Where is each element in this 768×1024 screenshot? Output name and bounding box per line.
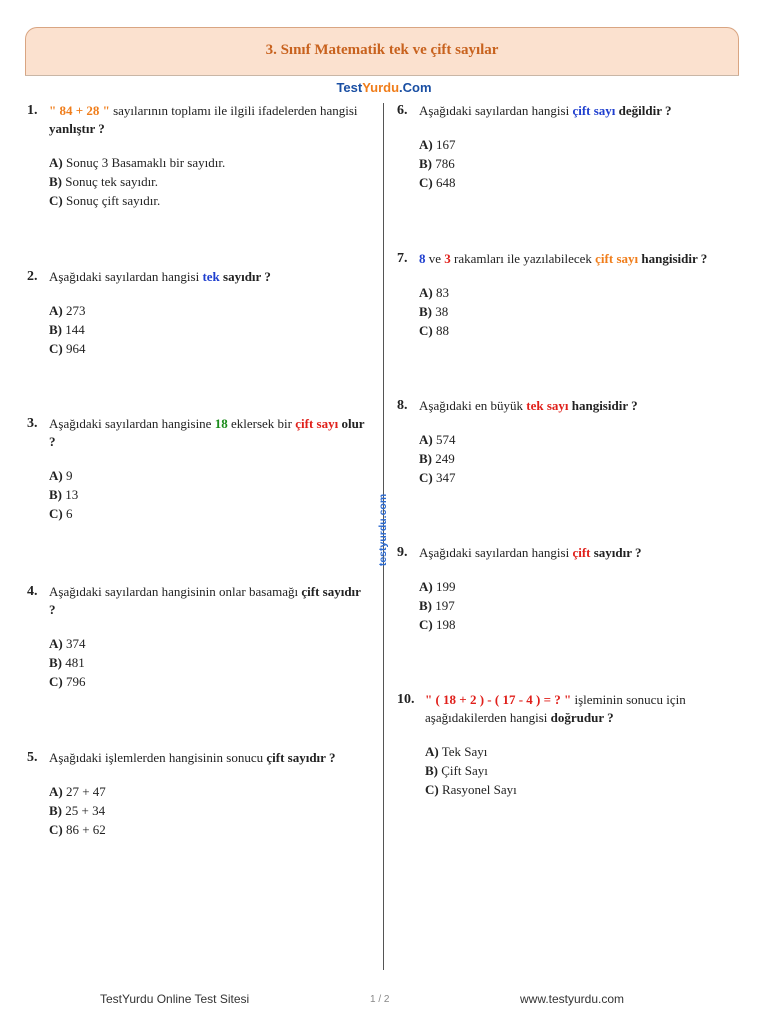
footer-url-link[interactable]: www.testyurdu.com (520, 992, 625, 1006)
option-a[interactable]: A) Tek Sayı (425, 744, 488, 759)
page-header (25, 27, 739, 75)
option-b[interactable]: B) 144 (49, 322, 85, 337)
question-text: Aşağıdaki sayılardan hangisi çift sayıdır ? (419, 545, 642, 560)
side-watermark (375, 485, 391, 575)
option-a[interactable]: A) 27 + 47 (49, 784, 106, 799)
answer-options (419, 284, 752, 341)
question-number: 10. (397, 692, 415, 707)
option-a[interactable]: A) 574 (419, 432, 456, 447)
answer-options (49, 635, 367, 692)
question-text: Aşağıdaki sayılardan hangisi tek sayıdır ? (49, 269, 271, 284)
header-divider (25, 75, 739, 76)
question-text: 8 ve 3 rakamları ile yazılabilecek çift sayı hangisidir ? (419, 251, 708, 266)
question-9 (397, 544, 747, 635)
option-c[interactable]: C) 796 (49, 674, 86, 689)
option-b[interactable]: B) 197 (419, 598, 455, 613)
answer-options (49, 783, 372, 840)
option-b[interactable]: B) 13 (49, 487, 79, 502)
option-c[interactable]: C) 347 (419, 470, 456, 485)
footer-page-number: 1 / 2 (370, 994, 390, 1005)
page-title: 3. Sınıf Matematik tek ve çift sayılar (265, 42, 499, 58)
question-5 (27, 749, 372, 840)
question-number: 4. (27, 584, 38, 599)
option-b[interactable]: B) 481 (49, 655, 85, 670)
option-a[interactable]: A) 273 (49, 303, 86, 318)
question-text: " ( 18 + 2 ) - ( 17 - 4 ) = ? " işleminin sonucu için aşağıdakilerden hangisi doğrudur ? (425, 692, 686, 725)
question-number: 8. (397, 398, 408, 413)
answer-options (49, 302, 367, 359)
option-b[interactable]: B) 249 (419, 451, 455, 466)
question-number: 7. (397, 251, 408, 266)
answer-options (419, 578, 747, 635)
side-watermark-text: testyurdu.com (377, 493, 389, 567)
option-a[interactable]: A) 167 (419, 137, 456, 152)
question-number: 2. (27, 269, 38, 284)
answer-options (425, 743, 727, 800)
question-text: " 84 + 28 " sayılarının toplamı ile ilgili ifadelerden hangisi yanlıştır ? (49, 103, 358, 136)
question-text: Aşağıdaki sayılardan hangisine 18 eklersek bir çift sayı olur ? (49, 416, 365, 449)
question-3 (27, 415, 367, 524)
option-a[interactable]: A) 374 (49, 636, 86, 651)
brand-logo[interactable] (0, 80, 768, 95)
option-c[interactable]: C) 6 (49, 506, 73, 521)
brand-part-com: .Com (399, 80, 432, 95)
option-c[interactable]: C) 198 (419, 617, 456, 632)
question-number: 3. (27, 416, 38, 431)
answer-options (49, 467, 367, 524)
question-text: Aşağıdaki sayılardan hangisinin onlar basamağı çift sayıdır ? (49, 584, 361, 617)
question-4 (27, 583, 367, 692)
question-text: Aşağıdaki en büyük tek sayı hangisidir ? (419, 398, 638, 413)
option-c[interactable]: C) Rasyonel Sayı (425, 782, 517, 797)
question-text: Aşağıdaki sayılardan hangisi çift sayı değildir ? (419, 103, 672, 118)
question-8 (397, 397, 747, 488)
option-c[interactable]: C) 88 (419, 323, 449, 338)
option-c[interactable]: C) 86 + 62 (49, 822, 106, 837)
question-7 (397, 250, 752, 341)
question-2 (27, 268, 367, 359)
option-b[interactable]: B) 786 (419, 156, 455, 171)
option-b[interactable]: B) 38 (419, 304, 449, 319)
question-number: 6. (397, 103, 408, 118)
option-b[interactable]: B) Sonuç tek sayıdır. (49, 174, 159, 189)
footer-site-name: TestYurdu Online Test Sitesi (100, 992, 250, 1006)
option-c[interactable]: C) Sonuç çift sayıdır. (49, 193, 161, 208)
answer-options (419, 136, 747, 193)
question-10 (397, 691, 727, 800)
option-a[interactable]: A) 83 (419, 285, 449, 300)
option-a[interactable]: A) 199 (419, 579, 456, 594)
option-c[interactable]: C) 648 (419, 175, 456, 190)
question-6 (397, 102, 747, 193)
option-a[interactable]: A) Sonuç 3 Basamaklı bir sayıdır. (49, 155, 226, 170)
question-1 (27, 102, 367, 211)
brand-part-test: Test (336, 80, 363, 95)
question-text: Aşağıdaki işlemlerden hangisinin sonucu çift sayıdır ? (49, 750, 336, 765)
option-b[interactable]: B) 25 + 34 (49, 803, 106, 818)
option-c[interactable]: C) 964 (49, 341, 86, 356)
option-a[interactable]: A) 9 (49, 468, 73, 483)
brand-part-yurdu: Yurdu (362, 80, 400, 95)
answer-options (419, 431, 747, 488)
question-number: 5. (27, 750, 38, 765)
option-b[interactable]: B) Çift Sayı (425, 763, 488, 778)
question-number: 9. (397, 545, 408, 560)
question-number: 1. (27, 103, 38, 118)
answer-options (49, 154, 367, 211)
